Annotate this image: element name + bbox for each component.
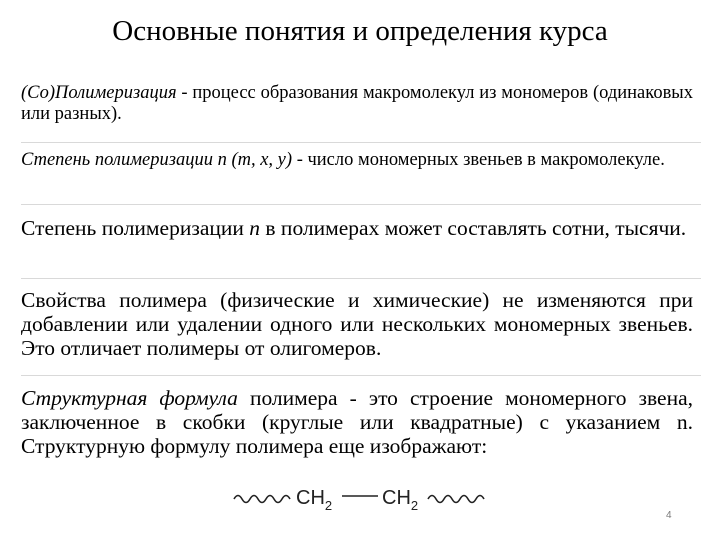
term-degree-of-polymerization: Степень полимеризации n (m, x, y) <box>21 150 293 170</box>
divider <box>21 142 701 143</box>
page-number: 4 <box>666 510 672 521</box>
formula-group-right: $CH_2$ <box>382 487 419 513</box>
paragraph-text: Степень полимеризации <box>21 216 250 240</box>
definition-text: - процесс образования макромолекул из мономеров (одинаковых или разных). <box>21 83 693 124</box>
definition-polymerization <box>21 83 693 125</box>
divider <box>21 278 701 279</box>
formula-subscript-left: 2 <box>324 498 333 513</box>
variable-n: n <box>249 216 261 240</box>
term-structural-formula: Структурная формула <box>21 386 238 410</box>
divider <box>21 375 701 376</box>
paragraph-polymer-properties <box>21 288 693 360</box>
definition-text: полимера - это строение мономерного звена, заключенное в скобки (круглые или квадратные) с указанием n. Структурную формулу полимера еще изображают: <box>21 386 693 458</box>
definition-degree-of-polymerization <box>21 150 693 171</box>
slide-title: Основные понятия и определения курса <box>112 15 608 47</box>
wavy-bond-left-icon <box>234 496 290 503</box>
paragraph-text: Свойства полимера (физические и химические) не изменяются при добавлении или удалении одного или нескольких мономерных звеньев. Это отличает полимеры от олигомеров. <box>21 288 693 360</box>
paragraph-text: в полимерах может составлять сотни, тысячи. <box>260 216 687 240</box>
definition-text: - число мономерных звеньев в макромолекуле. <box>292 150 665 170</box>
formula-group-left: $CH_2$ <box>296 487 333 513</box>
wavy-bond-right-icon <box>428 496 484 503</box>
formula-subscript-right: 2 <box>410 498 419 513</box>
structural-formula <box>232 480 492 514</box>
term-polymerization: (Со)Полимеризация <box>21 83 177 103</box>
divider <box>21 204 701 205</box>
paragraph-degree-values <box>21 216 693 240</box>
definition-structural-formula <box>21 386 693 458</box>
